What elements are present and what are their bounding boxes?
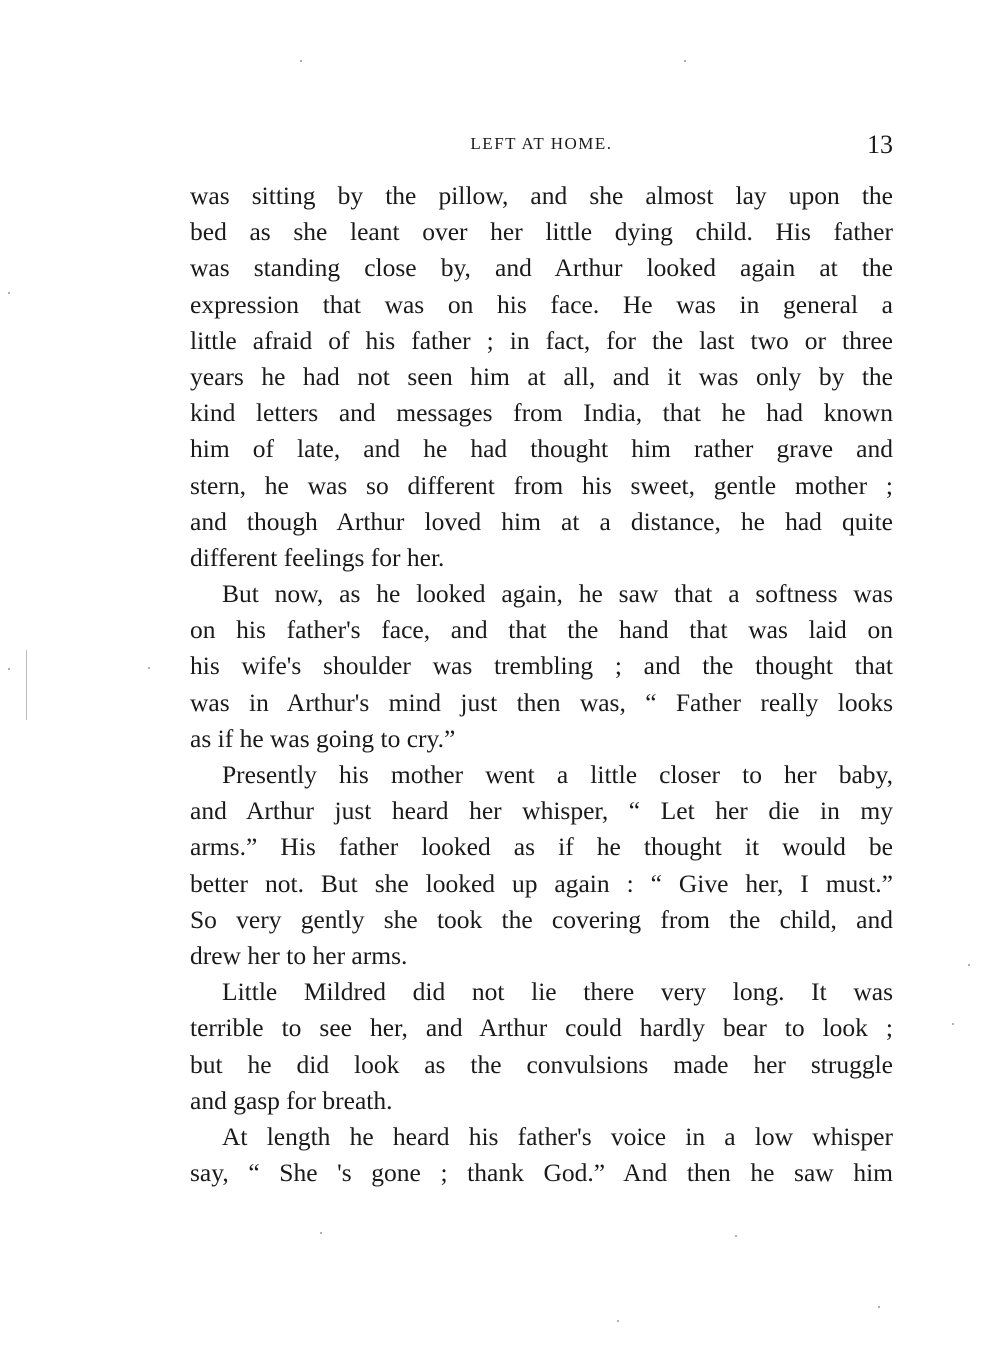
text-line: drew her to her arms. (190, 940, 408, 970)
scan-speck (684, 60, 686, 62)
scan-speck (320, 1232, 322, 1234)
scan-mark (26, 650, 27, 720)
text-line: different feelings for her. (190, 542, 445, 572)
text-line: his wife's shoulder was trembling ; and the thought that (190, 651, 893, 681)
text-line: was standing close by, and Arthur looked again at the (190, 253, 893, 283)
text-line: him of late, and he had thought him rather grave and (190, 434, 893, 464)
page-number: 13 (867, 130, 893, 159)
scan-speck (617, 1320, 619, 1322)
text-line: and Arthur just heard her whisper, “ Let her die in my (190, 796, 893, 826)
text-line: expression that was on his face. He was in general a (190, 289, 893, 319)
paragraph-start-line: But now, as he looked again, he saw that a softness was (222, 579, 893, 609)
text-line: was in Arthur's mind just then was, “ Father really looks (190, 687, 893, 717)
text-line: as if he was going to cry.” (190, 723, 456, 753)
text-line: little afraid of his father ; in fact, for the last two or three (190, 325, 893, 355)
scan-speck (148, 667, 150, 669)
scan-speck (952, 1023, 954, 1025)
scan-speck (878, 1306, 880, 1308)
text-line: and gasp for breath. (190, 1085, 393, 1115)
running-head (190, 130, 893, 164)
text-line: So very gently she took the covering from the child, and (190, 904, 893, 934)
paragraph-start-line: At length he heard his father's voice in a low whisper (222, 1121, 893, 1151)
text-line: was sitting by the pillow, and she almost lay upon the (190, 181, 893, 210)
text-line: better not. But she looked up again : “ Give her, I must.” (190, 868, 893, 898)
paragraph-start-line: Little Mildred did not lie there very long. It was (222, 977, 893, 1007)
text-line: kind letters and messages from India, that he had known (190, 398, 893, 428)
text-line: arms.” His father looked as if he thought it would be (190, 832, 893, 862)
paragraph-start-line: Presently his mother went a little closer to her baby, (222, 760, 893, 789)
text-line: but he did look as the convulsions made her struggle (190, 1049, 893, 1079)
running-title: LEFT AT HOME. (470, 134, 613, 153)
text-line: bed as she leant over her little dying child. His father (190, 217, 893, 247)
text-line: say, “ She 's gone ; thank God.” And then he saw him (190, 1158, 893, 1188)
text-line: terrible to see her, and Arthur could hardly bear to look ; (190, 1013, 893, 1043)
scan-speck (968, 964, 970, 966)
text-line: years he had not seen him at all, and it was only by the (190, 361, 893, 391)
scan-speck (8, 292, 10, 294)
text-line: and though Arthur loved him at a distance, he had quite (190, 506, 893, 536)
body-text (190, 178, 893, 1191)
text-line: on his father's face, and that the hand that was laid on (190, 615, 893, 645)
scan-speck (735, 1235, 737, 1237)
text-line: stern, he was so different from his sweet, gentle mother ; (190, 470, 893, 500)
scan-speck (300, 60, 302, 62)
scan-speck (8, 668, 10, 670)
